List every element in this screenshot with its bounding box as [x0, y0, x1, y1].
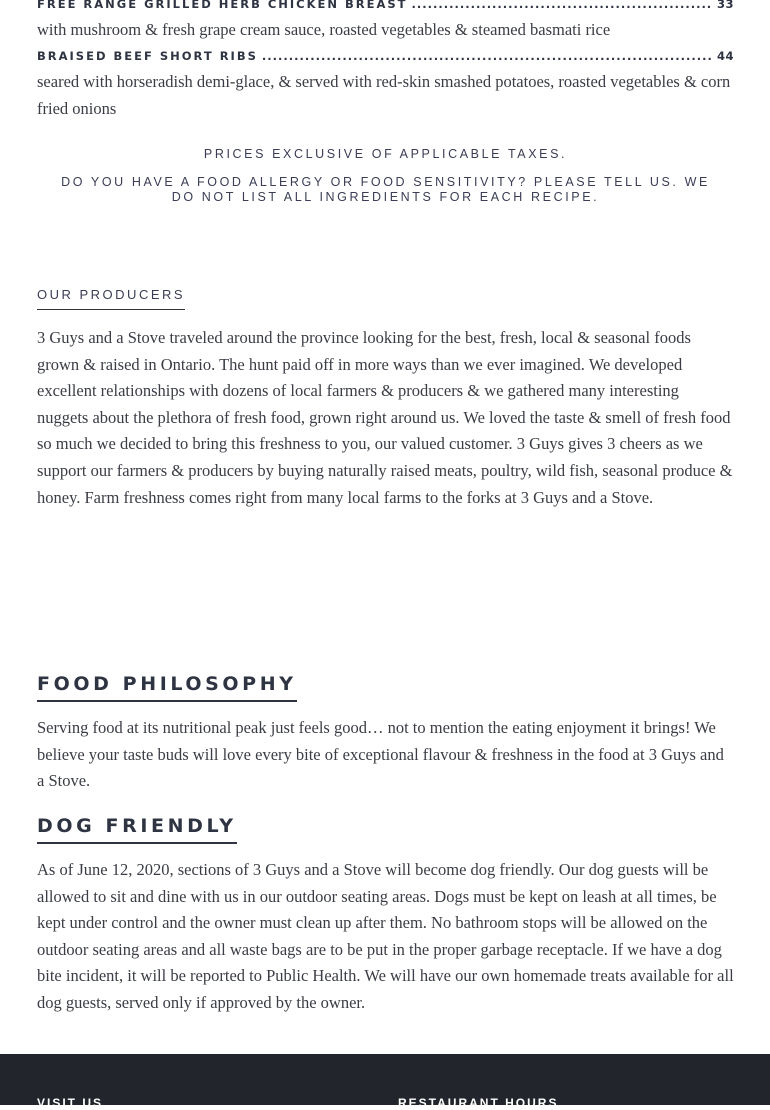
- philosophy-text: Serving food at its nutritional peak just feels good… not to mention the eating enjoyment it brings! We believe your taste buds will love every bite of exceptional flavour & freshness in the food at 3 Guys and a Stove.: [37, 718, 724, 791]
- menu-item: [37, 0, 734, 43]
- dog-friendly-heading: DOG FRIENDLY: [37, 815, 237, 844]
- item-price: 44: [716, 49, 734, 63]
- restaurant-hours-heading: RESTAURANT HOURS: [398, 1096, 559, 1110]
- leader-dots: [412, 0, 713, 11]
- item-name: BRAISED BEEF SHORT RIBS: [37, 49, 258, 63]
- philosophy-heading: FOOD PHILOSOPHY: [37, 673, 297, 702]
- item-description: with mushroom & fresh grape cream sauce, roasted vegetables & steamed basmati rice: [37, 20, 611, 39]
- producers-text: 3 Guys and a Stove traveled around the province looking for the best, fresh, local & seasonal foods grown & raised in Ontario. The hunt paid off in more ways than we ever imagined. We developed excellent relationships with dozens of local farmers & producers & we gathered many interesting nuggets about the plethora of fresh food, grown right around us. We loved the taste & smell of fresh food so much we decided to bring this freshness to you, our valued customer. 3 Guys gives 3 cheers as we support our farmers & producers by buying naturally raised meats, poultry, wild fish, seasonal produce & honey. Farm freshness comes right from many local farms to the forks at 3 Guys and a Stove.: [37, 328, 733, 507]
- leader-dots: [262, 49, 713, 63]
- taxes-notice: PRICES EXCLUSIVE OF APPLICABLE TAXES.: [203, 147, 568, 161]
- item-description: seared with horseradish demi-glace, & served with red-skin smashed potatoes, roasted vegetables & corn fried onions: [37, 72, 731, 118]
- item-price: 33: [716, 0, 734, 11]
- footer: [0, 1054, 770, 1110]
- allergy-notice: DO YOU HAVE A FOOD ALLERGY OR FOOD SENSITIVITY? PLEASE TELL US. WE DO NOT LIST ALL INGREDIENTS FOR EACH RECIPE.: [61, 175, 710, 204]
- dog-friendly-text: As of June 12, 2020, sections of 3 Guys and a Stove will become dog friendly. Our dog guests will be allowed to sit and dine with us in our outdoor seating areas. Dogs must be kept on leash at all times, be kept under control and the owner must clean up after them. No bathroom stops will be allowed on the outdoor seating areas and all waste bags are to be put in the proper garbage receptacle. If we have a dog bite incident, it will be reported to Public Health. We will have our own homemade treats available for all dog guests, served only if approved by the owner.: [37, 860, 734, 1012]
- producers-heading: OUR PRODUCERS: [37, 287, 185, 310]
- menu-item: [37, 49, 734, 122]
- visit-us-heading: VISIT US: [37, 1096, 104, 1110]
- item-name: FREE RANGE GRILLED HERB CHICKEN BREAST: [37, 0, 408, 11]
